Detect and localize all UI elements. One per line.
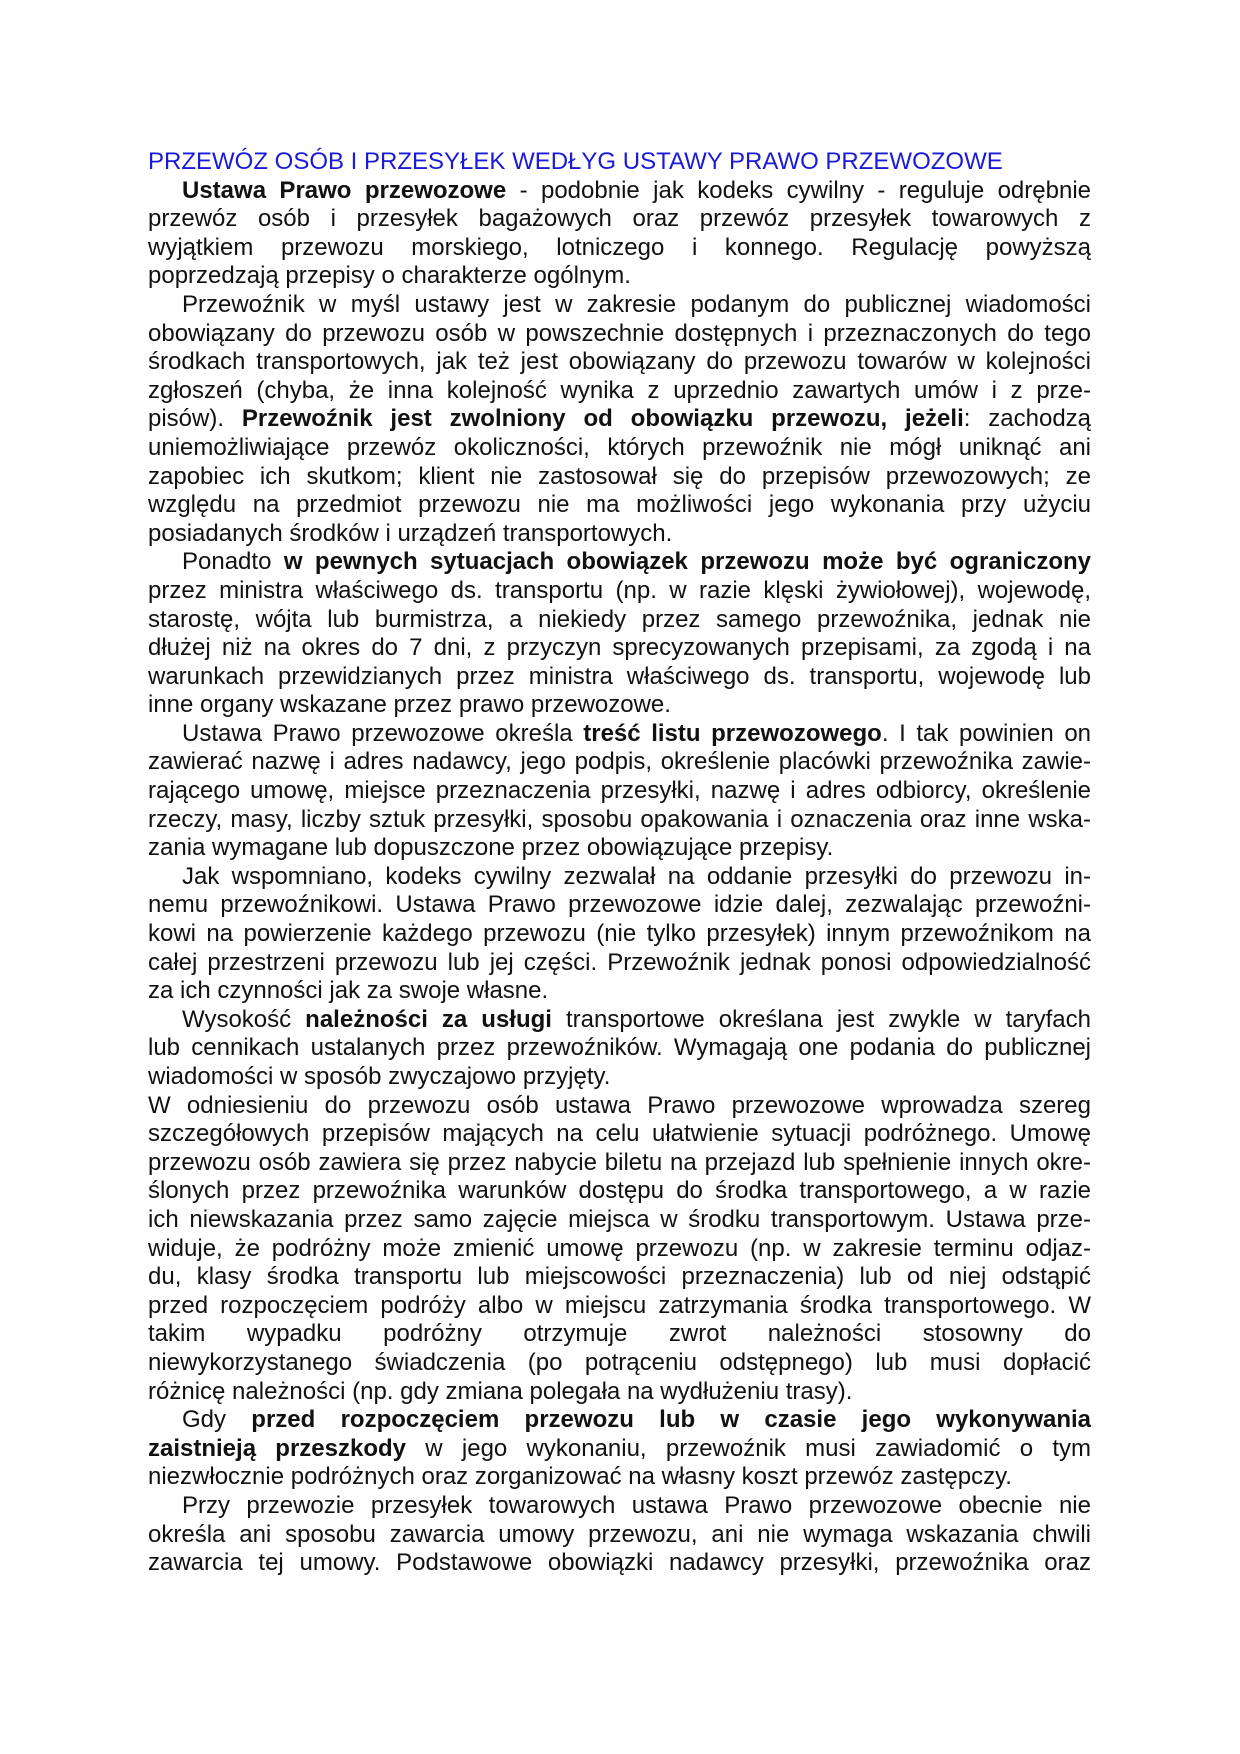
text-line <box>148 434 1091 463</box>
text-line <box>148 606 1091 635</box>
document-body <box>148 177 1091 1578</box>
text-line <box>148 1320 1091 1349</box>
text: dłużej niż na okres do 7 dni, z przyczyn sprecyzowanych przepisami, za zgodą i na <box>148 634 1091 662</box>
text-line <box>148 920 1091 949</box>
document-page <box>148 148 1091 1578</box>
text-line <box>148 634 1091 663</box>
text-line <box>148 205 1091 234</box>
paragraph <box>148 1406 1091 1492</box>
text: - podobnie jak kodeks cywilny - reguluje odrębnie <box>506 176 1091 204</box>
text-line <box>148 977 1091 1006</box>
text: zgłoszeń (chyba, że inna kolejność wynika z uprzednio zawartych umów i z prze- <box>148 376 1091 404</box>
paragraph <box>148 291 1091 548</box>
text: niezwłocznie podróżnych oraz zorganizować na własny koszt przewóz zastępczy. <box>148 1463 1012 1491</box>
text: inne organy wskazane przez prawo przewozowe. <box>148 691 671 719</box>
text-line <box>148 1406 1091 1435</box>
text-line <box>148 1177 1091 1206</box>
text-line <box>148 320 1091 349</box>
text: posiadanych środków i urządzeń transportowych. <box>148 519 673 547</box>
text-line <box>148 949 1091 978</box>
text-line <box>148 1263 1091 1292</box>
text: . I tak powinien on <box>881 719 1092 747</box>
text: zawierać nazwę i adres nadawcy, jego podpis, określenie placówki przewoźnika zawie- <box>148 748 1091 776</box>
text-line <box>148 1034 1091 1063</box>
text: wiadomości w sposób zwyczajowo przyjęty. <box>148 1063 611 1090</box>
text: warunkach przewidzianych przez ministra właściwego ds. transportu, wojewodę lub <box>148 662 1091 690</box>
text-line <box>148 291 1091 320</box>
paragraph <box>148 863 1091 1006</box>
text-line <box>148 177 1091 206</box>
text-line <box>148 405 1091 434</box>
text: zania wymagane lub dopuszczone przez obowiązujące przepisy. <box>148 834 834 862</box>
text-line <box>148 1292 1091 1321</box>
text-line <box>148 577 1091 606</box>
text: zapobiec ich skutkom; klient nie zastosował się do przepisów przewozowych; ze <box>148 462 1091 490</box>
text-line <box>148 1349 1091 1378</box>
text-line <box>148 234 1091 263</box>
text-line <box>148 1378 1091 1407</box>
bold-text: Przewoźnik jest zwolniony od obowiązku przewozu, jeżeli <box>241 405 964 433</box>
text-line <box>148 1463 1091 1492</box>
text: za ich czynności jak za swoje własne. <box>148 977 549 1005</box>
bold-text: zaistnieją przeszkody <box>148 1434 407 1462</box>
text: przez ministra właściwego ds. transportu (np. w razie klęski żywiołowej), wojewodę, <box>148 576 1091 604</box>
text: środkach transportowych, jak też jest obowiązany do przewozu towarów w kolejności <box>148 348 1091 376</box>
text-line <box>148 777 1091 806</box>
text-line <box>148 1235 1091 1264</box>
paragraph <box>148 1092 1091 1407</box>
text-line <box>148 806 1091 835</box>
text: Wysokość <box>182 1005 306 1033</box>
text-line <box>148 377 1091 406</box>
text: obowiązany do przewozu osób w powszechnie dostępnych i przeznaczonych do tego <box>148 319 1091 347</box>
bold-text: w pewnych sytuacjach obowiązek przewozu może być ograniczony <box>283 548 1091 576</box>
text: przed rozpoczęciem podróży albo w miejscu zatrzymania środka transportowego. W <box>148 1291 1091 1319</box>
text: poprzedzają przepisy o charakterze ogólnym. <box>148 262 631 290</box>
text: kowi na powierzenie każdego przewozu (nie tylko przesyłek) innym przewoźnikom na <box>148 920 1091 948</box>
text-line <box>148 834 1091 863</box>
text-line <box>148 548 1091 577</box>
document-title: PRZEWÓZ OSÓB I PRZESYŁEK WEDŁYG USTAWY PRAWO PRZEWOZOWE <box>148 148 1003 175</box>
text-line <box>148 520 1091 549</box>
text: : zachodzą <box>963 405 1092 433</box>
text-line <box>148 1206 1091 1235</box>
text-line <box>148 1549 1091 1578</box>
text-line <box>148 262 1091 291</box>
text: całej przestrzeni przewozu lub jej części. Przewoźnik jednak ponosi odpowiedzialność <box>148 948 1091 976</box>
text: pisów). <box>148 405 242 433</box>
text-line <box>148 691 1091 720</box>
text: takim wypadku podróżny otrzymuje zwrot należności stosowny do <box>148 1320 1091 1348</box>
text-line <box>148 1435 1091 1464</box>
bold-text: treść listu przewozowego <box>583 719 882 747</box>
text: szczegółowych przepisów mających na celu ułatwienie sytuacji podróżnego. Umowę <box>148 1120 1091 1148</box>
text-line <box>148 463 1091 492</box>
text: uniemożliwiające przewóz okoliczności, których przewoźnik nie mógł uniknąć ani <box>148 433 1091 461</box>
text: zawarcia tej umowy. Podstawowe obowiązki nadawcy przesyłki, przewoźnika oraz <box>148 1549 1091 1577</box>
text: Jak wspomniano, kodeks cywilny zezwalał na oddanie przesyłki do przewozu in- <box>182 862 1091 890</box>
text-line <box>148 663 1091 692</box>
text: przewóz osób i przesyłek bagażowych oraz przewóz przesyłek towarowych z <box>148 205 1091 233</box>
paragraph <box>148 177 1091 291</box>
paragraph <box>148 1492 1091 1578</box>
text: rzeczy, masy, liczby sztuk przesyłki, sposobu opakowania i oznaczenia oraz inne wska- <box>148 805 1091 833</box>
text: widuje, że podróżny może zmienić umowę przewozu (np. w zakresie terminu odjaz- <box>148 1234 1091 1262</box>
text: Ustawa Prawo przewozowe określa <box>182 719 584 747</box>
text-line <box>148 720 1091 749</box>
bold-text: przed rozpoczęciem przewozu lub w czasie jego wykonywania <box>251 1406 1092 1434</box>
text: w jego wykonaniu, przewoźnik musi zawiadomić o tym <box>406 1434 1091 1462</box>
text: względu na przedmiot przewozu nie ma możliwości jego wykonania przy użyciu <box>148 491 1091 519</box>
text: ich niewskazania przez samo zajęcie miejsca w środku transportowym. Ustawa prze- <box>148 1205 1091 1233</box>
text: du, klasy środka transportu lub miejscowości przeznaczenia) lub od niej odstąpić <box>148 1263 1091 1291</box>
text: Gdy <box>182 1406 252 1434</box>
text-line <box>148 1149 1091 1178</box>
text: Ponadto <box>182 548 284 576</box>
text: określa ani sposobu zawarcia umowy przewozu, ani nie wymaga wskazania chwili <box>148 1520 1091 1548</box>
text-line <box>148 1063 1091 1092</box>
text: niewykorzystanego świadczenia (po potrąceniu odstępnego) lub musi dopłacić <box>148 1348 1091 1376</box>
paragraph <box>148 548 1091 720</box>
text: różnicę należności (np. gdy zmiana polegała na wydłużeniu trasy). <box>148 1377 853 1405</box>
paragraph <box>148 720 1091 863</box>
text-line <box>148 348 1091 377</box>
text: W odniesieniu do przewozu osób ustawa Prawo przewozowe wprowadza szereg <box>148 1091 1091 1119</box>
text-line <box>148 1006 1091 1035</box>
text: rającego umowę, miejsce przeznaczenia przesyłki, nazwę i adres odbiorcy, określenie <box>148 777 1091 805</box>
text: starostę, wójta lub burmistrza, a niekiedy przez samego przewoźnika, jednak nie <box>148 605 1091 633</box>
text-line <box>148 1120 1091 1149</box>
text-line <box>148 863 1091 892</box>
text: nemu przewoźnikowi. Ustawa Prawo przewozowe idzie dalej, zezwalając przewoźni- <box>148 891 1091 919</box>
text-line <box>148 891 1091 920</box>
text: przewozu osób zawiera się przez nabycie biletu na przejazd lub spełnienie innych okre- <box>148 1148 1091 1176</box>
bold-text: należności za usługi <box>305 1005 552 1033</box>
text: Przy przewozie przesyłek towarowych ustawa Prawo przewozowe obecnie nie <box>182 1491 1091 1519</box>
text-line <box>148 1092 1091 1121</box>
text-line <box>148 748 1091 777</box>
text-line <box>148 491 1091 520</box>
text-line <box>148 1521 1091 1550</box>
text: ślonych przez przewoźnika warunków dostępu do środka transportowego, a w razie <box>148 1177 1091 1205</box>
text: wyjątkiem przewozu morskiego, lotniczego i konnego. Regulację powyższą <box>148 233 1091 261</box>
bold-text: Ustawa Prawo przewozowe <box>182 176 507 204</box>
paragraph <box>148 1006 1091 1092</box>
text: lub cennikach ustalanych przez przewoźników. Wymagają one podania do publicznej <box>148 1034 1091 1062</box>
text-line <box>148 1492 1091 1521</box>
text: Przewoźnik w myśl ustawy jest w zakresie podanym do publicznej wiadomości <box>182 290 1091 318</box>
text: transportowe określana jest zwykle w taryfach <box>551 1005 1091 1033</box>
